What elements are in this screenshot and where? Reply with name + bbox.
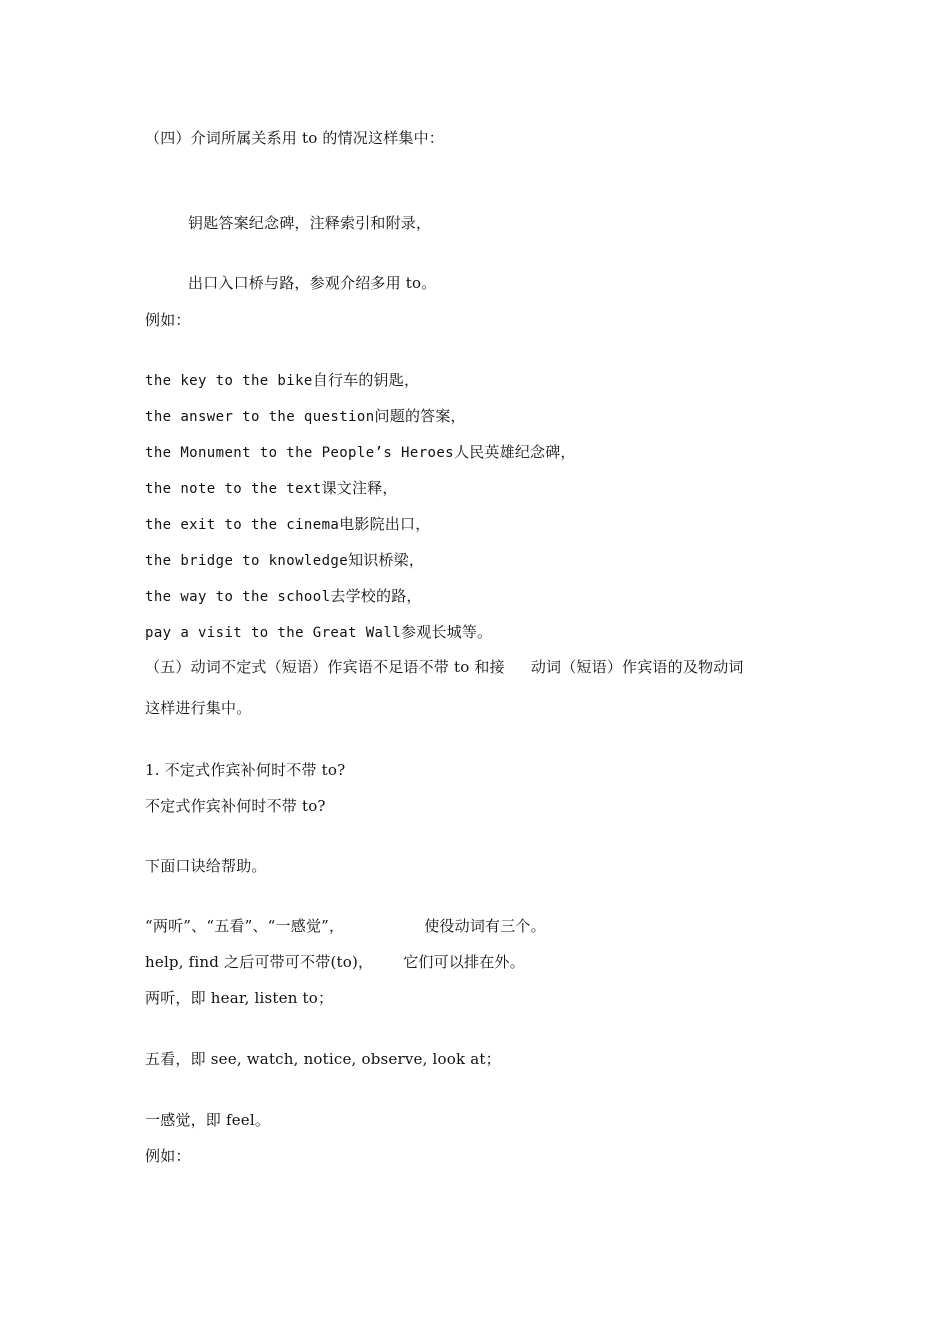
- example-en: the key to the bike: [145, 373, 313, 389]
- example-zh: 自行车的钥匙，: [312, 371, 420, 389]
- example-label-2: 例如：: [145, 1147, 191, 1165]
- section4-heading: （四）介词所属关系用 to 的情况这样集中：: [145, 129, 444, 147]
- one-feel-line: 一感觉，即 feel。: [145, 1111, 271, 1129]
- rhyme-1b: 使役动词有三个。: [424, 917, 546, 935]
- verse-line-1: 钥匙答案纪念碑，注释索引和附录，: [188, 214, 432, 232]
- example-line: [145, 586, 422, 607]
- example-en: the way to the school: [145, 589, 331, 605]
- section5-heading-part1: （五）动词不定式（短语）作宾语不足语不带 to 和接: [145, 658, 505, 676]
- example-en: the answer to the question: [145, 409, 375, 425]
- example-line: [145, 442, 576, 463]
- example-en: the note to the text: [145, 481, 322, 497]
- example-zh: 参观长城等。: [401, 623, 493, 641]
- item1-title: 1. 不定式作宾补何时不带 to?: [145, 761, 346, 779]
- example-line: [145, 370, 419, 391]
- example-line: [145, 406, 466, 427]
- example-line: [145, 514, 430, 535]
- example-en: the bridge to knowledge: [145, 553, 349, 569]
- rhyme-2a: help, find 之后可带可不带(to)，: [145, 953, 374, 971]
- example-zh: 电影院出口，: [339, 515, 431, 533]
- verse-line-2: 出口入口桥与路，参观介绍多用 to。: [188, 274, 437, 292]
- example-zh: 问题的答案，: [374, 407, 466, 425]
- rhyme-line-2: [145, 952, 525, 972]
- rhyme-line-1: [145, 916, 546, 936]
- section5-heading: [145, 657, 744, 677]
- example-line: [145, 478, 398, 499]
- example-zh: 课文注释，: [321, 479, 398, 497]
- item1-repeat: 不定式作宾补何时不带 to?: [145, 797, 326, 815]
- five-look-line: 五看，即 see, watch, notice, observe, look at；: [145, 1050, 501, 1068]
- section5-heading-cont: 这样进行集中。: [145, 699, 252, 717]
- example-zh: 知识桥梁，: [348, 551, 425, 569]
- mnemonic-intro: 下面口诀给帮助。: [145, 857, 267, 875]
- example-label: 例如：: [145, 311, 191, 329]
- two-listen-line: 两听，即 hear, listen to；: [145, 989, 334, 1007]
- example-en: pay a visit to the Great Wall: [145, 625, 402, 641]
- rhyme-2b: 它们可以排在外。: [403, 953, 525, 971]
- example-line: [145, 622, 492, 643]
- rhyme-1a: “两听”、“五看”、“一感觉”，: [145, 917, 345, 935]
- example-en: the Monument to the People’s Heroes: [145, 445, 455, 461]
- example-en: the exit to the cinema: [145, 517, 340, 533]
- example-zh: 去学校的路，: [330, 587, 422, 605]
- example-line: [145, 550, 424, 571]
- section5-heading-part2: 动词（短语）作宾语的及物动词: [530, 658, 744, 676]
- example-zh: 人民英雄纪念碑，: [454, 443, 576, 461]
